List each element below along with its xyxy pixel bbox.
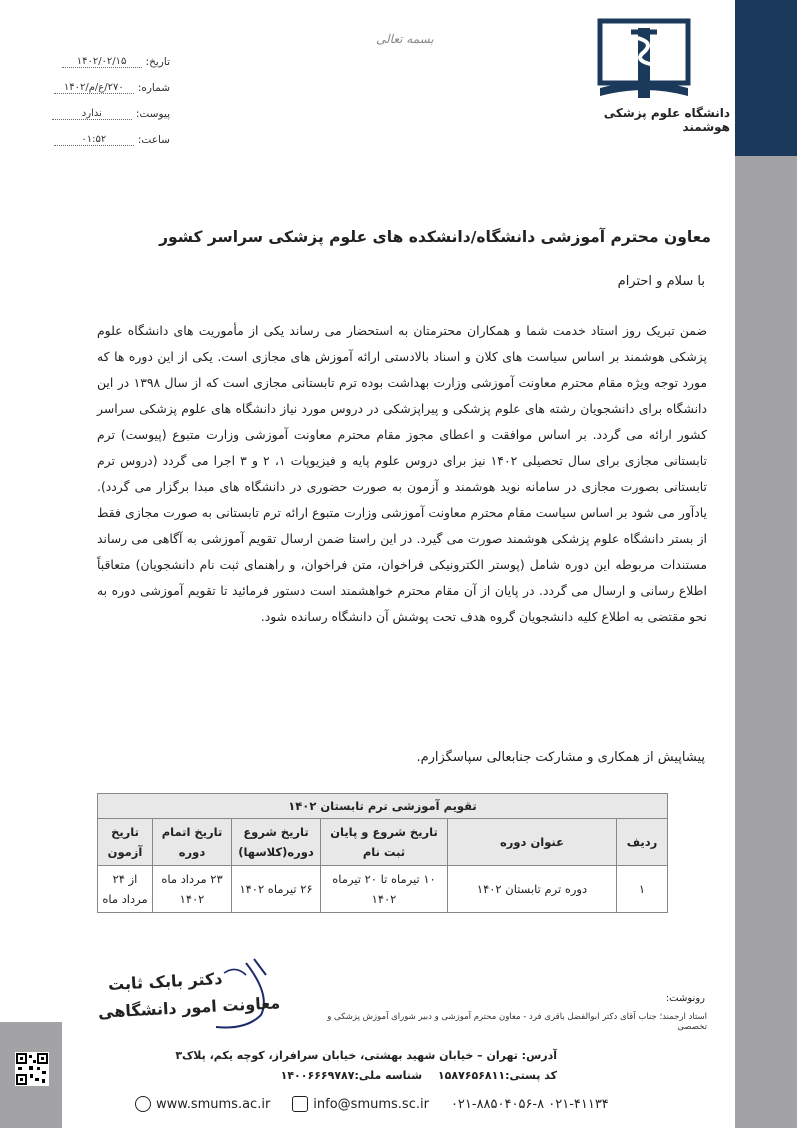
email-text: info@smums.sc.ir bbox=[313, 1096, 429, 1112]
website-link[interactable] bbox=[135, 1096, 270, 1112]
column-header: ردیف bbox=[617, 819, 668, 866]
footer-national-id: شناسه ملی:۱۴۰۰۶۶۶۹۷۸۷ bbox=[280, 1069, 423, 1082]
column-header: تاریخ اتمام دوره bbox=[153, 819, 232, 866]
meta-number: شماره: ۲۷۰/ع/م/۱۴۰۲ bbox=[30, 68, 170, 94]
letter-closing: پیشاپیش از همکاری و مشارکت جنابعالی سپاسگزارم. bbox=[416, 750, 705, 765]
letter-body: ضمن تبریک روز استاد خدمت شما و همکاران محترمتان به استحضار می رساند یکی از مأموریت های دانشگاه علوم پزشکی هوشمند بر اساس سیاست های کلان و اسناد بالادستی ارائه آموزش های مجازی است. یکی از این دوره ها که مورد توجه ویژه مقام محترم معاونت آموزشی وزارت بهداشت بوده ترم تابستانی مجازی است که از سال ۱۳۹۸ در این دانشگاه برای دانشجویان رشته های علوم پزشکی و پیراپزشکی در دروس مورد نیاز دانشگاه های علوم پزشکی سراسر کشور ارائه می گردد. بر اساس موافقت و اعطای مجوز مقام محترم معاونت آموزشی وزارت متبوع (پیوست) ترم تابستانی مجازی برای سال تحصیلی ۱۴۰۲ نیز برای دروس علوم پایه و فیزیوپات ۱، ۲ و ۳ اجرا می گردد (دروس ترم تابستانی بصورت مجازی در سامانه نوید هوشمند و آزمون به صورت حضوری در دانشگاه های مبدا برگزار می گردد). یادآور می شود بر اساس سیاست مقام محترم معاونت آموزشی وزارت متبوع ارائه ترم تابستانی به صورت مجازی فقط از بستر دانشگاه علوم پزشکی هوشمند صورت می گیرد. در این راستا ضمن ارسال تقویم آموزشی به آگاهی می رساند مستندات مربوطه این دوره شامل (پوستر الکترونیکی فراخوان، متن فراخوان، و راهنمای ثبت نام دانشجویان) متعاقباً اطلاع رسانی و ارسال می گردد. در پایان از آن مقام محترم خواهشمند است دستور فرمائید تا تقویم آموزشی دوره به نحو مقتضی به اطلاع کلیه دانشجویان گروه هدف تحت پوشش آن دانشگاه رسانده شود. bbox=[97, 323, 708, 624]
email-icon bbox=[292, 1096, 308, 1112]
right-side-bar-navy bbox=[735, 0, 797, 156]
signature-name: دکتر بابک ثابت bbox=[107, 969, 223, 994]
university-logo-icon bbox=[597, 18, 691, 108]
footer-codes bbox=[269, 1069, 557, 1082]
phone-numbers bbox=[451, 1097, 609, 1112]
meta-time: ساعت: ۰۱:۵۲ bbox=[30, 120, 170, 146]
website-text: www.smums.ac.ir bbox=[156, 1096, 271, 1112]
table-cell: ۱ bbox=[617, 866, 668, 913]
globe-icon bbox=[135, 1096, 151, 1112]
basmala: بسمه تعالی bbox=[376, 32, 434, 46]
signature-title: معاونت امور دانشگاهی bbox=[97, 993, 281, 1022]
calendar-table bbox=[97, 793, 668, 913]
column-header: تاریخ شروع و پایان ثبت نام bbox=[321, 819, 448, 866]
table-cell: ۲۳ مرداد ماه ۱۴۰۲ bbox=[153, 866, 232, 913]
letter-meta bbox=[30, 42, 170, 146]
meta-date: تاریخ: ۱۴۰۲/۰۲/۱۵ bbox=[30, 42, 170, 68]
table-cell: ۱۰ تیرماه تا ۲۰ تیرماه ۱۴۰۲ bbox=[321, 866, 448, 913]
phone-text: ۰۲۱-۸۸۵۰۴۰۵۶-۸ ۰۲۱-۴۱۱۳۴ bbox=[450, 1096, 609, 1112]
email-link[interactable] bbox=[292, 1096, 429, 1112]
footer-address: آدرس: تهران – خیابان شهید بهشتی، خیابان سرافراز، کوچه یکم، پلاک۳ bbox=[175, 1049, 557, 1062]
table-cell: ۲۶ تیرماه ۱۴۰۲ bbox=[232, 866, 321, 913]
cc-text: استاد ارجمند؛ جناب آقای دکتر ابوالفضل باقری فرد - معاون محترم آموزشی و دبیر شورای آموزش پزشکی و تخصصی bbox=[327, 1012, 707, 1032]
university-name: دانشگاه علوم پزشکی هوشمند bbox=[603, 106, 730, 134]
qr-code-icon bbox=[15, 1052, 49, 1086]
calendar-title: تقویم آموزشی ترم تابستان ۱۴۰۲ bbox=[98, 794, 668, 819]
column-header: عنوان دوره bbox=[448, 819, 617, 866]
calendar-header-row bbox=[98, 819, 668, 866]
table-cell: دوره ترم تابستان ۱۴۰۲ bbox=[448, 866, 617, 913]
table-row bbox=[98, 866, 668, 913]
footer-contact bbox=[135, 1094, 631, 1114]
cc-label: رونوشت: bbox=[665, 993, 705, 1004]
right-side-bar bbox=[735, 0, 797, 1128]
column-header: تاریخ شروع دوره(کلاسها) bbox=[232, 819, 321, 866]
letter-greeting: با سلام و احترام bbox=[617, 274, 705, 289]
table-cell: از ۲۴ مرداد ماه bbox=[98, 866, 153, 913]
calendar-title-row bbox=[98, 794, 668, 819]
meta-attachment: پیوست: ندارد bbox=[30, 94, 170, 120]
footer-postal-code: کد پستی:۱۵۸۷۶۵۶۸۱۱ bbox=[437, 1069, 557, 1082]
column-header: تاریخ آزمون bbox=[98, 819, 153, 866]
letter-heading: معاون محترم آموزشی دانشگاه/دانشکده های علوم پزشکی سراسر کشور bbox=[159, 228, 711, 246]
